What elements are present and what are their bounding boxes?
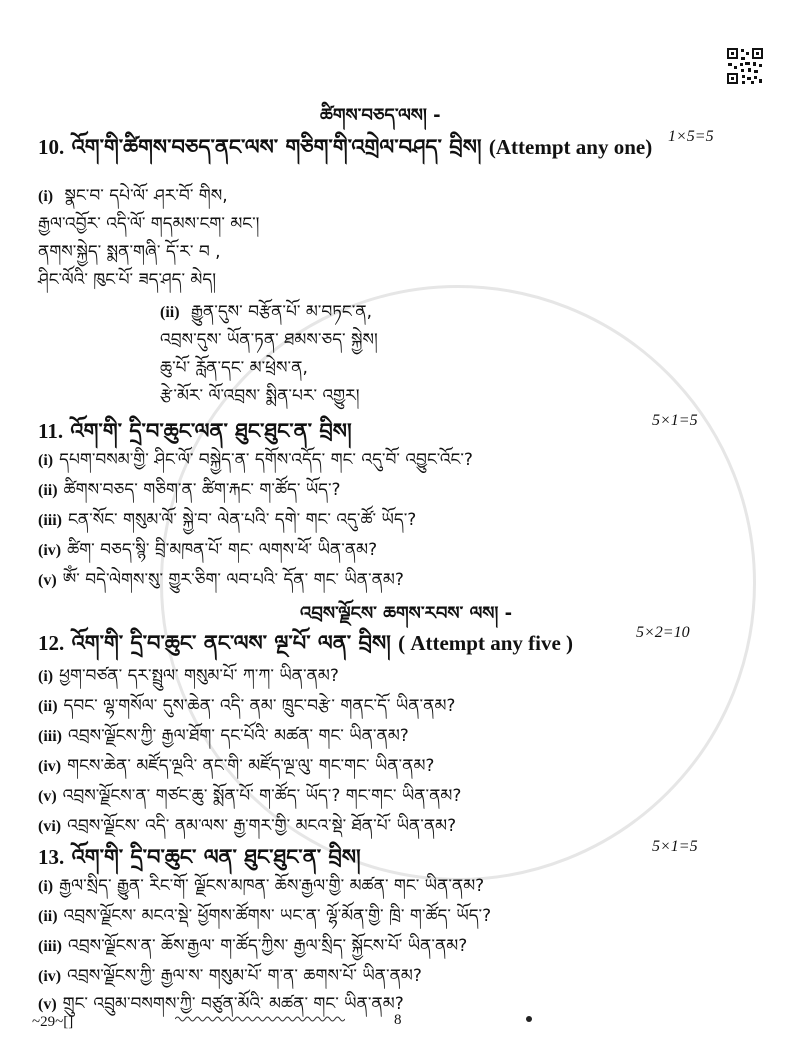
poem-line: སྣང་བ་ དཔེ་ལོ་ ཤར་བོ་ གིས, (64, 186, 228, 206)
item-label: (ii) (38, 698, 58, 715)
item-label: (iii) (38, 938, 62, 955)
item-text: དཔག་བསམ་གྱི་ ཤིང་ལོ་ བསྐྱེད་ན་ དགོས་འདོད་ གང་ འདུ་བོ་ འབྱུང་འོང་? (59, 450, 473, 470)
item-text: འབྲས་ལྗོངས་ན་ གཙང་ཆུ་ སྨོན་པོ་ ག་ཚོད་ ཡོད་? གང་གང་ ཡིན་ནམ? (62, 786, 462, 806)
item-text: འབྲས་ལྗོངས་ཀྱི་ རྒྱལ་ཐོག་ དང་པོའི་ མཚན་ གང་ ཡིན་ནམ? (68, 726, 409, 746)
item-label: (iii) (38, 512, 62, 529)
section-title-history: འབྲས་ལྗོངས་ ཆགས་རབས་ ལས། - (300, 603, 513, 624)
item-text: འབྲས་ལྗོངས་ འདི་ ནམ་ལས་ རྒྱ་གར་གྱི་ མངའ་སྡེ་ ཐོན་པོ་ ཡིན་ནམ? (67, 816, 457, 836)
qr-code-icon (726, 47, 764, 85)
question-10-heading (38, 124, 652, 183)
question-12-marks: 5×2=10 (636, 624, 690, 641)
item-text: གྲུང་ འབྲུམ་བསགས་ཀྱི་ བཙུན་མོའི་ མཚན་ གང་ ཡིན་ནམ? (62, 994, 404, 1014)
item-label: (i) (38, 452, 54, 469)
item-label: (iv) (38, 758, 62, 775)
item-label: (iv) (38, 968, 62, 985)
item-label: (v) (38, 572, 57, 589)
question-instruction: (Attempt any one) (488, 135, 653, 159)
item-label: (iv) (38, 542, 62, 559)
question-text: འོག་གི་ དྲི་བ་ཆུང་ལན་ ཐུང་ཐུང་ན་ བྲིས། (70, 419, 352, 443)
item-label: (ii) (38, 908, 58, 925)
poem-label: (i) (38, 188, 54, 205)
item-text: ཚིག་ བཅད་སྙི་ བྲི་མཁན་པོ་ གང་ ལགས་ཕོ་ ཡིན་ནམ? (67, 540, 378, 560)
question-number: 13. (38, 845, 65, 869)
item-text: ཚིགས་བཅད་ གཅིག་ན་ ཚིག་རྐང་ ག་ཚོད་ ཡོད་? (63, 480, 341, 500)
question-number: 12. (38, 631, 65, 655)
question-11-marks: 5×1=5 (652, 412, 698, 429)
question-instruction: ( Attempt any five ) (398, 631, 574, 655)
question-10-marks: 1×5=5 (668, 128, 714, 145)
item-text: གངས་ཆེན་ མཛོད་ལྔའི་ ནང་གི་ མཛོད་ལྔ་ལུ་ གང་གང་ ཡིན་ནམ? (67, 756, 435, 776)
item-text: ཕྱག་བཙན་ དར་སྤྲུལ་ གསུམ་པོ་ ཀ་ཀ་ ཡིན་ནམ? (59, 666, 339, 686)
page-number: 8 (394, 1012, 402, 1028)
item-label: (ii) (38, 482, 58, 499)
item-text: ངན་སོང་ གསུམ་ལོ་ སྐྱེ་བ་ ལེན་པའི་ དགེ་ གང་ འདུ་ཚོ་ ཡོད་? (68, 510, 417, 530)
item-text: དབང་ ལྷ་གསོལ་ དུས་ཆེན་ འདི་ ནམ་ ཁྲུང་བརྩེ་ གནང་དོ་ ཡིན་ནམ? (63, 696, 456, 716)
poem-1-line-4: ཤིང་ལོའི་ ཁུང་པོ་ ཟད་ཤད་ མེད། (38, 270, 216, 290)
poem-2-line-4: རྩེ་མོར་ ལོ་འབྲས་ སྨིན་པར་ འགྱུར། (160, 386, 360, 406)
item-text: རྒྱལ་སྲིད་ རྒྱུན་ རིང་གོ་ ལྗོངས་མཁན་ ཆོས་རྒྱལ་གྱི་ མཚན་ གང་ ཡིན་ནམ? (59, 876, 485, 896)
item-text: འབྲས་ལྗོངས་ཀྱི་ རྒྱལ་ས་ གསུམ་པོ་ ག་ན་ ཆགས་པོ་ ཡིན་ནམ? (67, 966, 422, 986)
item-label: (vi) (38, 818, 62, 835)
item-text: འབྲས་ལྗོངས་ན་ ཆོས་རྒྱལ་ ག་ཚོད་ཀྱིས་ རྒྱལ་སྲིད་ སྐྱོངས་པོ་ ཡིན་ནམ? (68, 936, 468, 956)
footer-code: ~29~[] (32, 1014, 74, 1030)
poem-line: རྒྱུན་དུས་ བརྩོན་པོ་ མ་བཏང་ན, (190, 302, 373, 322)
item-label: (v) (38, 996, 57, 1013)
question-13-marks: 5×1=5 (652, 838, 698, 855)
section-title-poetry: ཚིགས་བཅད་ལས། - (320, 105, 441, 126)
item-label: (i) (38, 878, 54, 895)
bullet-dot-icon (526, 1016, 532, 1022)
item-label: (v) (38, 788, 57, 805)
item-label: (i) (38, 668, 54, 685)
poem-1-line-2: རྒྱལ་འབྱོར་ འདི་ལོ་ གདམས་ངག་ མང་། (38, 214, 260, 234)
poem-label: (ii) (160, 304, 180, 321)
question-text: འོག་གི་ དྲི་བ་ཆུང་ ལན་ ཐུང་ཐུང་ན་ བྲིས། (71, 845, 361, 869)
question-text: འོག་གི་ཚིགས་བཅད་ནང་ལས་ གཅིག་གི་འགྲེལ་བཤད་ བྲིས། (71, 135, 482, 159)
poem-1-line-3: ནགས་སྐྱེད་ སྨན་གཞི་ དོ་ར་ བ , (38, 242, 221, 262)
item-text: ཨོཾ་ བདེ་ལེགས་སུ་ གྱུར་ཅིག་ ལབ་པའི་ དོན་ གང་ ཡིན་ནམ? (62, 570, 404, 590)
item-text: འབྲས་ལྗོངས་ མངའ་སྡེ་ ཕྱོགས་ཚོགས་ ཡང་ན་ ལྷོ་མོན་གྱི་ ཁྲི་ ག་ཚོད་ ཡོད་? (63, 906, 492, 926)
poem-2-line-3: ཆུ་པོ་ རློན་དང་ མ་ཕྲེས་ན, (160, 358, 308, 378)
poem-2-line-2: འབྲས་དུས་ ཡོན་ཏན་ ཐམས་ཅད་ སྐྱེས། (160, 330, 378, 350)
question-number: 10. (38, 135, 65, 159)
q13-item-5 (38, 984, 404, 1032)
item-label: (iii) (38, 728, 62, 745)
question-number: 11. (38, 419, 64, 443)
wavy-line-icon (175, 1014, 345, 1024)
question-text: འོག་གི་ དྲི་བ་ཆུང་ ནང་ལས་ ལྔ་པོ་ ལན་ བྲིས། (71, 631, 391, 655)
